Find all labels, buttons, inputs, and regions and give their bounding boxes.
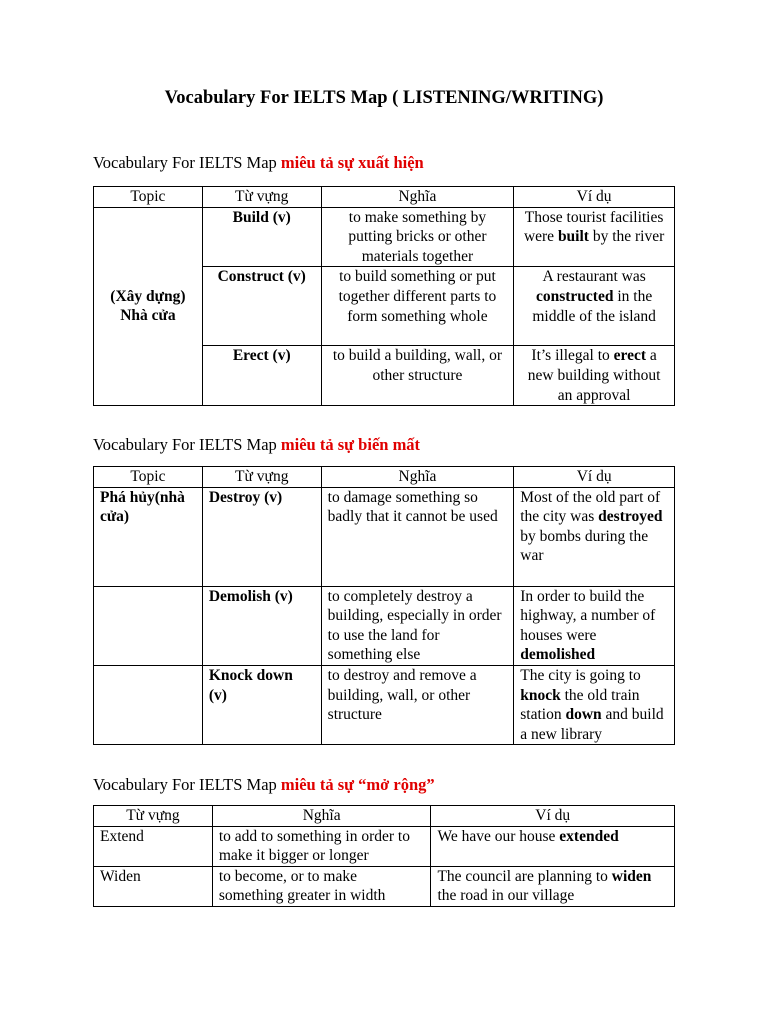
section-heading-appearance	[93, 153, 424, 173]
column-header: Ví dụ	[514, 187, 675, 208]
meaning-cell: to destroy and remove a building, wall, or other structure	[321, 665, 514, 744]
topic-cell-empty	[94, 665, 203, 744]
section-heading-disappearance	[93, 435, 420, 455]
example-cell: Most of the old part of the city was destroyed by bombs during the war	[514, 487, 675, 586]
column-header: Nghĩa	[321, 187, 514, 208]
heading-prefix: Vocabulary For IELTS Map	[93, 435, 281, 454]
heading-highlight: miêu tả sự biến mất	[280, 435, 421, 454]
vocab-table-appearance	[93, 186, 675, 406]
column-header: Topic	[94, 467, 203, 488]
word-cell: Construct (v)	[202, 267, 321, 346]
vocab-table-disappearance	[93, 466, 675, 745]
topic-cell: (Xây dựng) Nhà cửa	[94, 207, 203, 406]
example-cell: A restaurant was constructed in the middle of the island	[514, 267, 675, 346]
word-cell: Destroy (v)	[202, 487, 321, 586]
heading-highlight: miêu tả sự xuất hiện	[280, 153, 424, 172]
column-header: Từ vựng	[202, 187, 321, 208]
table-header-row	[94, 806, 675, 827]
example-cell: We have our house extended	[431, 826, 675, 866]
column-header: Nghĩa	[212, 806, 431, 827]
word-cell: Knock down (v)	[202, 665, 321, 744]
topic-cell: Phá hủy(nhà cửa)	[94, 487, 203, 586]
meaning-cell: to completely destroy a building, especially in order to use the land for something else	[321, 586, 514, 665]
section-heading-expansion	[93, 775, 435, 795]
meaning-cell: to build a building, wall, or other structure	[321, 346, 514, 406]
table-row	[94, 207, 675, 267]
example-cell: The city is going to knock the old train station down and build a new library	[514, 665, 675, 744]
table-row	[94, 826, 675, 866]
vocab-table-expansion	[93, 805, 675, 907]
example-cell: Those tourist facilities were built by the river	[514, 207, 675, 267]
column-header: Ví dụ	[431, 806, 675, 827]
column-header: Topic	[94, 187, 203, 208]
word-cell: Erect (v)	[202, 346, 321, 406]
page-title: Vocabulary For IELTS Map ( LISTENING/WRITING)	[164, 88, 604, 108]
word-cell: Demolish (v)	[202, 586, 321, 665]
word-cell: Extend	[94, 826, 213, 866]
heading-prefix: Vocabulary For IELTS Map	[93, 775, 281, 794]
table-row	[94, 866, 675, 906]
column-header: Từ vựng	[94, 806, 213, 827]
table-header-row	[94, 467, 675, 488]
meaning-cell: to build something or put together different parts to form something whole	[321, 267, 514, 346]
column-header: Từ vựng	[202, 467, 321, 488]
table-header-row	[94, 187, 675, 208]
table-row	[94, 586, 675, 665]
column-header: Ví dụ	[514, 467, 675, 488]
meaning-cell: to become, or to make something greater in width	[212, 866, 431, 906]
meaning-cell: to damage something so badly that it cannot be used	[321, 487, 514, 586]
example-cell: The council are planning to widen the road in our village	[431, 866, 675, 906]
example-cell: In order to build the highway, a number of houses were demolished	[514, 586, 675, 665]
example-cell: It’s illegal to erect a new building without an approval	[514, 346, 675, 406]
heading-prefix: Vocabulary For IELTS Map	[93, 153, 281, 172]
table-row	[94, 665, 675, 744]
word-cell: Widen	[94, 866, 213, 906]
word-cell: Build (v)	[202, 207, 321, 267]
meaning-cell: to add to something in order to make it bigger or longer	[212, 826, 431, 866]
table-row	[94, 487, 675, 586]
topic-cell-empty	[94, 586, 203, 665]
column-header: Nghĩa	[321, 467, 514, 488]
heading-highlight: miêu tả sự “mở rộng”	[280, 775, 435, 794]
meaning-cell: to make something by putting bricks or other materials together	[321, 207, 514, 267]
